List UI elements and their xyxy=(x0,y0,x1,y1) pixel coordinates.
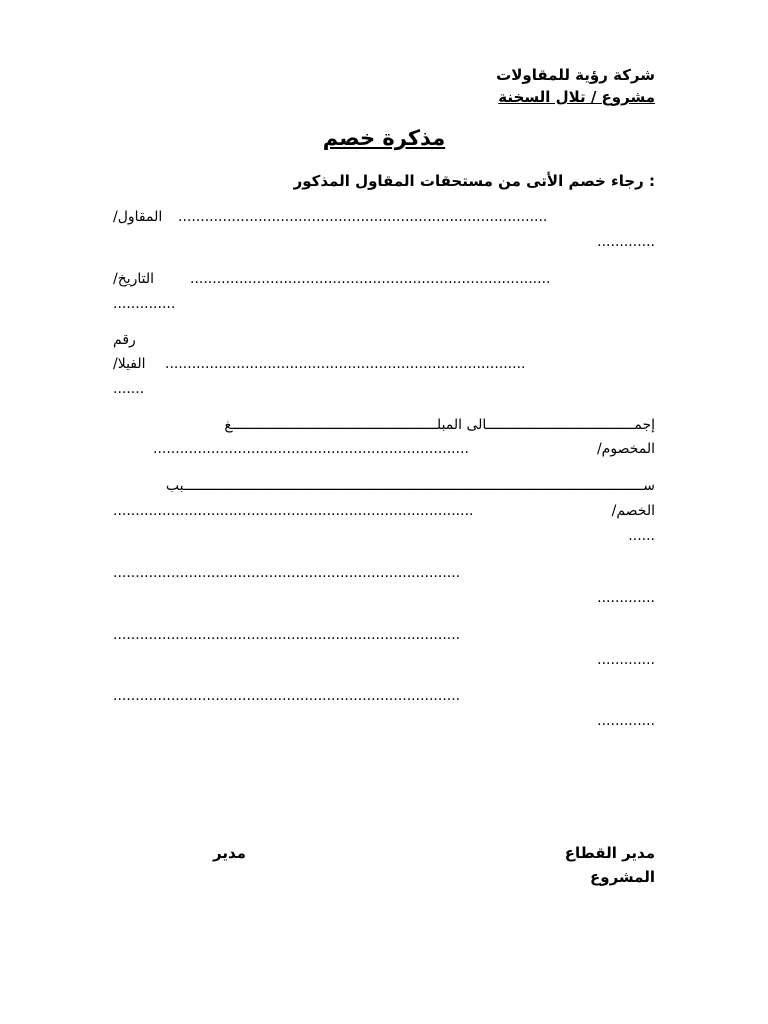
extra-line-2-cont: ............. xyxy=(597,652,655,668)
contractor-label: المقاول/ xyxy=(113,209,163,225)
villa-label-1: رقم xyxy=(113,332,136,348)
extra-line-3-cont: ............. xyxy=(597,713,655,729)
manager-label: مدير xyxy=(213,844,246,862)
amount-label-2: المخصوم/ xyxy=(596,441,655,457)
project-label: المشروع xyxy=(590,868,655,886)
amount-label-1: إجمــــــــــــــــــــــــــــــــــــالى المبلــــــــــــــــــــــــــــــــــــــــــــــــــغ xyxy=(224,417,655,433)
reason-label-1: ســــــــــــــــــــــــــــــــــــــــــــــــــــــــــــــــــــــــــــــــــــــــــــــــــــــــــــــــبب xyxy=(165,478,655,494)
date-dots-cont: .............. xyxy=(113,296,176,312)
contractor-dots-cont: ............. xyxy=(597,234,655,250)
villa-dots-cont: ....... xyxy=(113,381,145,397)
extra-line-2: .............................................................................. xyxy=(113,627,461,643)
reason-dots-cont: ...... xyxy=(628,528,655,544)
reason-label-2: الخصم/ xyxy=(611,503,655,519)
sector-manager-label: مدير القطاع xyxy=(564,844,655,862)
company-name: شركة رؤية للمقاولات xyxy=(496,66,655,84)
project-name: مشروع / تلال السخنة xyxy=(498,88,655,106)
contractor-dots: ................................................................................... xyxy=(178,209,548,225)
extra-line-1: .............................................................................. xyxy=(113,565,461,581)
request-line: : رجاء خصم الأتى من مستحقات المقاول المذكور xyxy=(293,172,655,190)
villa-label-2: الفيلا/ xyxy=(113,356,146,372)
amount-dots: ....................................................................... xyxy=(153,441,469,457)
villa-dots: ................................................................................. xyxy=(165,356,526,372)
date-label: التاريخ/ xyxy=(113,271,155,287)
extra-line-3: .............................................................................. xyxy=(113,688,461,704)
extra-line-1-cont: ............. xyxy=(597,590,655,606)
date-dots: ................................................................................. xyxy=(190,271,551,287)
reason-dots: ................................................................................. xyxy=(113,503,474,519)
page-title: مذكرة خصم xyxy=(322,126,446,150)
